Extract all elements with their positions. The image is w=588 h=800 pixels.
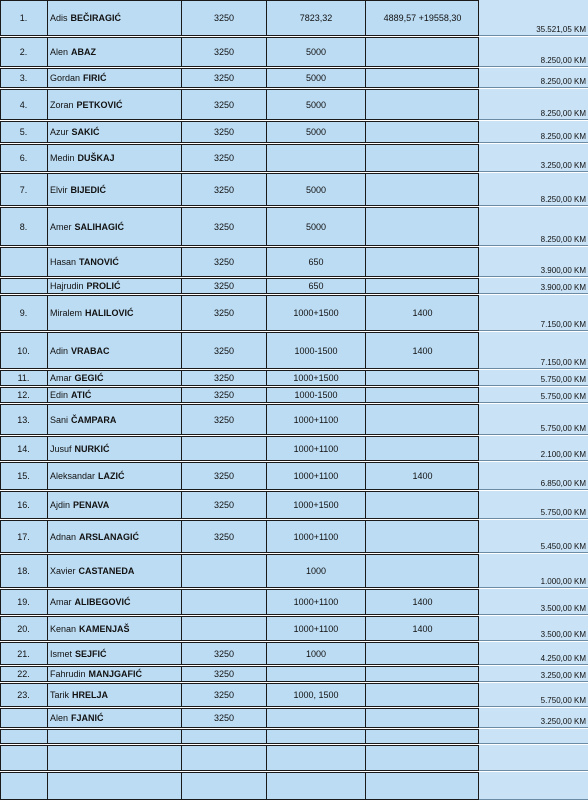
table-row xyxy=(0,666,588,682)
row-total: 8.250,00 KM xyxy=(540,56,586,65)
row-number xyxy=(0,278,47,294)
table-row xyxy=(0,37,588,67)
last-name: FIRIĆ xyxy=(83,73,107,83)
row-total: 3.250,00 KM xyxy=(540,717,586,726)
amount-a: 3250 xyxy=(213,257,235,267)
table-row xyxy=(0,387,588,403)
first-name: Medin xyxy=(50,153,75,163)
amount-b: 1000+1500 xyxy=(293,308,339,318)
player-name xyxy=(48,207,181,246)
amount-a: 3250 xyxy=(213,308,235,318)
first-name: Elvir xyxy=(50,184,68,195)
amount-a: 3250 xyxy=(213,221,235,232)
row-total: 8.250,00 KM xyxy=(540,77,586,86)
row-number: 17. xyxy=(17,531,30,542)
row-total: 3.900,00 KM xyxy=(540,266,586,275)
last-name: PROLIĆ xyxy=(86,281,121,291)
amount-a xyxy=(182,616,266,641)
amount-a: 3250 xyxy=(213,47,235,57)
amount-c xyxy=(366,745,479,771)
table-row xyxy=(0,554,588,588)
first-name: Xavier xyxy=(50,566,76,576)
amount-b: 1000+1100 xyxy=(293,471,339,481)
row-number: 10. xyxy=(17,345,30,356)
amount-b: 650 xyxy=(308,281,324,291)
amount-b xyxy=(267,772,365,800)
amount-c xyxy=(366,247,479,277)
row-total: 2.100,00 KM xyxy=(540,450,586,459)
amount-c: 1400 xyxy=(412,597,433,607)
first-name: Zoran xyxy=(50,99,74,110)
first-name: Adnan xyxy=(50,531,77,542)
player-name xyxy=(48,491,181,519)
amount-b: 1000 xyxy=(305,648,327,659)
amount-a: 3250 xyxy=(213,73,235,83)
row-total: 7.150,00 KM xyxy=(540,358,586,367)
amount-c xyxy=(366,404,479,435)
first-name: Gordan xyxy=(50,73,81,83)
last-name: FJANIĆ xyxy=(71,713,104,723)
table-row xyxy=(0,332,588,369)
amount-c xyxy=(366,708,479,728)
table-row xyxy=(0,491,588,519)
amount-b: 5000 xyxy=(305,221,327,232)
table-row xyxy=(0,278,588,294)
amount-c: 1400 xyxy=(412,471,433,481)
player-name xyxy=(48,436,181,461)
player-name xyxy=(48,173,181,206)
first-name: Ajdin xyxy=(50,500,71,510)
row-total: 8.250,00 KM xyxy=(540,195,586,204)
amount-c xyxy=(366,554,479,588)
table-row xyxy=(0,207,588,246)
amount-a: 3250 xyxy=(213,414,235,425)
amount-c xyxy=(366,173,479,206)
amount-b: 1000+1100 xyxy=(293,531,339,542)
last-name: BIJEDIĆ xyxy=(70,184,107,195)
player-name xyxy=(48,708,181,728)
player-name xyxy=(48,616,181,641)
last-name: GEGIĆ xyxy=(74,373,104,383)
row-total: 6.850,00 KM xyxy=(540,479,586,488)
amount-b: 5000 xyxy=(305,73,327,83)
row-number: 14. xyxy=(17,443,30,454)
first-name: Edin xyxy=(50,390,69,400)
last-name: LAZIĆ xyxy=(98,471,125,481)
last-name: SEJFIĆ xyxy=(75,648,107,659)
last-name: SAKIĆ xyxy=(71,127,100,137)
first-name: Hasan xyxy=(50,257,77,267)
player-name xyxy=(48,772,181,800)
amount-b: 5000 xyxy=(305,127,327,137)
amount-c xyxy=(366,207,479,246)
amount-c xyxy=(366,121,479,143)
amount-b: 1000+1100 xyxy=(293,414,339,425)
row-number xyxy=(0,708,47,728)
amount-a xyxy=(182,772,266,800)
row-number: 20. xyxy=(17,623,30,634)
row-total: 8.250,00 KM xyxy=(540,109,586,118)
row-number: 16. xyxy=(17,500,30,510)
amount-c xyxy=(366,520,479,553)
row-total: 5.750,00 KM xyxy=(540,424,586,433)
table-row xyxy=(0,745,588,771)
last-name: NURKIĆ xyxy=(74,443,110,454)
amount-c xyxy=(366,491,479,519)
last-name: HRELJA xyxy=(72,690,109,700)
first-name: Miralem xyxy=(50,308,83,318)
row-number: 11. xyxy=(17,373,30,383)
last-name: VRABAC xyxy=(71,345,110,356)
amount-c xyxy=(366,89,479,120)
row-number: 1. xyxy=(19,13,28,23)
last-name: PENAVA xyxy=(73,500,110,510)
player-name xyxy=(48,37,181,67)
amount-a: 3250 xyxy=(213,648,235,659)
last-name: TANOVIĆ xyxy=(79,257,119,267)
player-name xyxy=(48,683,181,707)
amount-a: 3250 xyxy=(213,500,235,510)
row-number: 15. xyxy=(17,471,30,481)
row-number xyxy=(0,247,47,277)
row-total: 7.150,00 KM xyxy=(540,320,586,329)
amount-b xyxy=(267,708,365,728)
first-name: Adin xyxy=(50,345,69,356)
row-number: 7. xyxy=(19,184,28,195)
amount-b: 5000 xyxy=(305,47,327,57)
row-number: 23. xyxy=(17,690,30,700)
row-total: 4.250,00 KM xyxy=(540,654,586,663)
player-name xyxy=(48,462,181,490)
last-name: DUŠKAJ xyxy=(77,153,115,163)
row-number: 8. xyxy=(19,221,28,232)
amount-b: 1000 xyxy=(305,566,327,576)
player-name xyxy=(48,89,181,120)
row-number: 19. xyxy=(17,597,30,607)
row-number: 21. xyxy=(17,648,30,659)
last-name: PETKOVIĆ xyxy=(76,99,123,110)
amount-c xyxy=(366,144,479,172)
last-name: ČAMPARA xyxy=(71,414,117,425)
amount-a: 3250 xyxy=(213,99,235,110)
amount-c: 1400 xyxy=(412,623,433,634)
last-name: MANJGAFIĆ xyxy=(88,669,143,679)
row-number: 5. xyxy=(19,127,28,137)
table-row xyxy=(0,173,588,206)
amount-c xyxy=(366,772,479,800)
row-total: 3.250,00 KM xyxy=(540,671,586,680)
table-row xyxy=(0,247,588,277)
player-name xyxy=(48,404,181,435)
last-name: ARSLANAGIĆ xyxy=(79,531,140,542)
row-total: 3.500,00 KM xyxy=(540,630,586,639)
amount-b: 1000-1500 xyxy=(294,390,338,400)
amount-b: 1000+1100 xyxy=(293,597,339,607)
player-name xyxy=(48,554,181,588)
amount-b xyxy=(267,729,365,744)
row-number xyxy=(0,729,47,744)
row-number: 4. xyxy=(19,99,28,110)
amount-a: 3250 xyxy=(213,127,235,137)
first-name: Adis xyxy=(50,13,68,23)
amount-c xyxy=(366,370,479,386)
amount-c xyxy=(366,68,479,88)
table-row xyxy=(0,295,588,331)
player-name xyxy=(48,278,181,294)
row-total: 5.750,00 KM xyxy=(540,508,586,517)
row-number xyxy=(0,772,47,800)
amount-a: 3250 xyxy=(213,390,235,400)
first-name: Kenan xyxy=(50,623,77,634)
amount-a: 3250 xyxy=(213,153,235,163)
row-total: 8.250,00 KM xyxy=(540,235,586,244)
player-name xyxy=(48,589,181,615)
amount-b: 1000-1500 xyxy=(294,345,338,356)
amount-a: 3250 xyxy=(213,713,235,723)
amount-c xyxy=(366,436,479,461)
table-row xyxy=(0,68,588,88)
table-row xyxy=(0,520,588,553)
table-row xyxy=(0,616,588,641)
row-number: 2. xyxy=(19,47,28,57)
amount-c xyxy=(366,37,479,67)
amount-b: 7823,32 xyxy=(299,13,333,23)
table-row xyxy=(0,708,588,728)
row-number: 18. xyxy=(17,566,30,576)
row-number: 9. xyxy=(19,308,28,318)
row-total: 3.250,00 KM xyxy=(540,161,586,170)
table-row xyxy=(0,370,588,386)
last-name: HALILOVIĆ xyxy=(85,308,134,318)
amount-a: 3250 xyxy=(213,13,235,23)
last-name: BEČIRAGIĆ xyxy=(70,13,122,23)
last-name: ATIĆ xyxy=(71,390,92,400)
first-name: Amer xyxy=(50,221,72,232)
last-name: KAMENJAŠ xyxy=(79,623,130,634)
row-number xyxy=(0,745,47,771)
last-name: ABAZ xyxy=(71,47,97,57)
amount-a: 3250 xyxy=(213,373,235,383)
amount-b: 1000+1100 xyxy=(293,623,339,634)
row-total: 5.450,00 KM xyxy=(540,542,586,551)
amount-a xyxy=(182,745,266,771)
amount-c: 4889,57 +19558,30 xyxy=(383,13,462,23)
first-name: Amar xyxy=(50,373,72,383)
table-row xyxy=(0,642,588,665)
first-name: Amar xyxy=(50,597,72,607)
first-name: Hajrudin xyxy=(50,281,84,291)
amount-c: 1400 xyxy=(412,308,433,318)
row-total: 3.900,00 KM xyxy=(540,283,586,292)
player-name xyxy=(48,144,181,172)
amount-a: 3250 xyxy=(213,184,235,195)
row-total: 5.750,00 KM xyxy=(540,375,586,384)
amount-a: 3250 xyxy=(213,531,235,542)
amount-b: 1000+1100 xyxy=(293,443,339,454)
table-row xyxy=(0,772,588,800)
amount-b: 1000+1500 xyxy=(293,500,339,510)
amount-c xyxy=(366,278,479,294)
amount-b: 5000 xyxy=(305,184,327,195)
amount-a: 3250 xyxy=(213,345,235,356)
table-row xyxy=(0,436,588,461)
amount-a: 3250 xyxy=(213,669,235,679)
row-total: 35.521,05 KM xyxy=(536,25,586,34)
amount-a xyxy=(182,554,266,588)
table-row xyxy=(0,121,588,143)
row-total: 5.750,00 KM xyxy=(540,392,586,401)
player-name xyxy=(48,666,181,682)
amount-b xyxy=(267,144,365,172)
row-total xyxy=(479,745,586,771)
amount-a xyxy=(182,729,266,744)
amount-b: 650 xyxy=(308,257,324,267)
player-name xyxy=(48,68,181,88)
amount-a: 3250 xyxy=(213,471,235,481)
first-name: Fahrudin xyxy=(50,669,86,679)
amount-b: 1000, 1500 xyxy=(293,690,339,700)
amount-a: 3250 xyxy=(213,281,235,291)
first-name: Aleksandar xyxy=(50,471,96,481)
amount-b xyxy=(267,745,365,771)
amount-c xyxy=(366,666,479,682)
player-name xyxy=(48,332,181,369)
player-name xyxy=(48,0,181,36)
player-name xyxy=(48,520,181,553)
first-name: Jusuf xyxy=(50,443,72,454)
amount-a xyxy=(182,436,266,461)
table-row xyxy=(0,462,588,490)
row-total: 3.500,00 KM xyxy=(540,604,586,613)
amount-c xyxy=(366,729,479,744)
row-number: 6. xyxy=(19,153,28,163)
table-row xyxy=(0,589,588,615)
first-name: Sani xyxy=(50,414,69,425)
amount-c: 1400 xyxy=(412,345,433,356)
player-name xyxy=(48,295,181,331)
table-row xyxy=(0,404,588,435)
first-name: Ismet xyxy=(50,648,73,659)
player-name xyxy=(48,247,181,277)
row-number: 22. xyxy=(17,669,30,679)
player-name xyxy=(48,642,181,665)
first-name: Alen xyxy=(50,47,69,57)
row-total xyxy=(479,729,586,744)
row-total: 8.250,00 KM xyxy=(540,132,586,141)
last-name: SALIHAGIĆ xyxy=(74,221,125,232)
amount-c xyxy=(366,642,479,665)
row-number: 13. xyxy=(17,414,30,425)
amount-c xyxy=(366,387,479,403)
first-name: Tarik xyxy=(50,690,70,700)
row-number: 3. xyxy=(19,73,28,83)
table-row xyxy=(0,144,588,172)
amount-a: 3250 xyxy=(213,690,235,700)
first-name: Alen xyxy=(50,713,69,723)
last-name: CASTANEDA xyxy=(78,566,135,576)
table-row xyxy=(0,683,588,707)
player-name xyxy=(48,370,181,386)
player-name xyxy=(48,387,181,403)
first-name: Azur xyxy=(50,127,69,137)
table-row xyxy=(0,89,588,120)
player-name xyxy=(48,745,181,771)
amount-b xyxy=(267,666,365,682)
amount-a xyxy=(182,589,266,615)
row-total xyxy=(479,772,586,800)
row-total: 5.750,00 KM xyxy=(540,696,586,705)
row-number: 12. xyxy=(17,390,30,400)
amount-b: 5000 xyxy=(305,99,327,110)
table-row xyxy=(0,0,588,36)
amount-b: 1000+1500 xyxy=(293,373,339,383)
amount-c xyxy=(366,683,479,707)
player-name xyxy=(48,729,181,744)
player-name xyxy=(48,121,181,143)
row-total: 1.000,00 KM xyxy=(540,577,586,586)
last-name: ALIBEGOVIĆ xyxy=(74,597,131,607)
table-row xyxy=(0,729,588,744)
